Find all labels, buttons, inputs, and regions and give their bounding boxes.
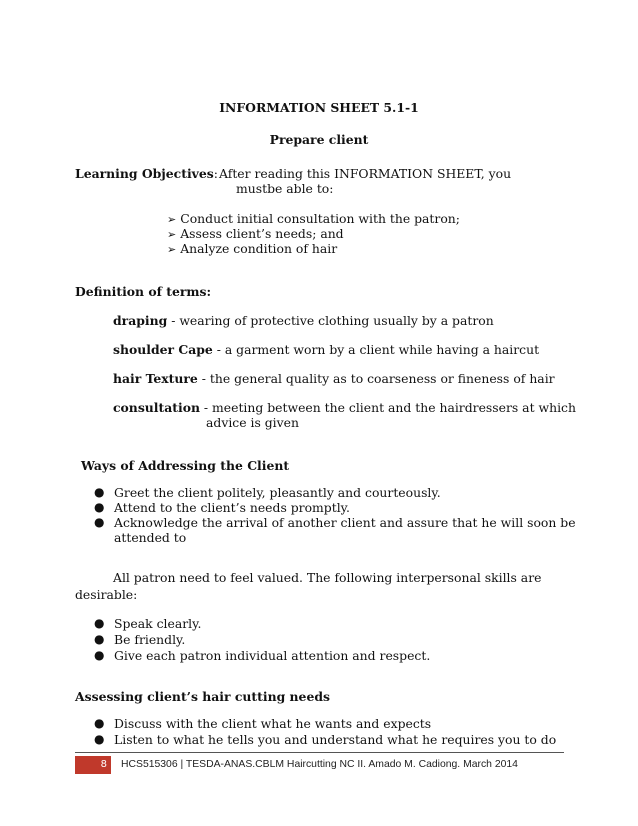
list-item: ● Give each patron individual attention and respect.: [94, 648, 431, 663]
bullet-icon: ●: [94, 616, 105, 630]
bullet-icon: ●: [94, 716, 105, 730]
definition-text: - meeting between the client and the hairdressers at which: [199, 400, 576, 415]
definition-term: hair Texture: [113, 371, 198, 386]
list-item: ● Speak clearly.: [94, 616, 202, 631]
arrow-bullet-icon: ➢: [167, 243, 177, 256]
list-item: ● Attend to the client’s needs promptly.: [94, 500, 350, 515]
list-item-continued: attended to: [114, 530, 187, 545]
footer-text: HCS515306 | TESDA-ANAS.CBLM Haircutting NC II. Amado M. Cadiong. March 2014: [121, 759, 518, 770]
document-title: INFORMATION SHEET 5.1-1: [219, 100, 419, 115]
bullet-icon: ●: [94, 500, 105, 514]
definition-text-continued: advice is given: [206, 415, 299, 430]
definition-text: - the general quality as to coarseness or fineness of hair: [197, 371, 555, 386]
page-number: 8: [75, 756, 111, 774]
arrow-bullet-icon: ➢: [167, 213, 177, 226]
objective-item: ➢ Conduct initial consultation with the patron;: [167, 211, 460, 226]
objective-item: ➢ Assess client’s needs; and: [167, 226, 344, 241]
definition-item: [113, 400, 576, 415]
definition-item: [113, 313, 494, 328]
definition-item: [113, 342, 539, 357]
definitions-heading: Definition of terms:: [75, 284, 212, 299]
objective-item: ➢ Analyze condition of hair: [167, 241, 338, 256]
paragraph-line: All patron need to feel valued. The following interpersonal skills are: [113, 570, 542, 585]
bullet-icon: ●: [94, 515, 105, 529]
paragraph-line: desirable:: [75, 587, 138, 602]
definition-term: consultation: [113, 400, 200, 415]
footer-divider: [75, 752, 564, 753]
objectives-intro-line1: After reading this INFORMATION SHEET, you: [219, 166, 512, 181]
definition-term: draping: [113, 313, 168, 328]
definition-item: [113, 371, 555, 386]
definition-term: shoulder Cape: [113, 342, 213, 357]
objectives-colon: :: [213, 166, 218, 181]
objectives-label: Learning Objectives: [75, 166, 214, 181]
objectives-label-row: [75, 166, 218, 181]
list-item: ● Acknowledge the arrival of another client and assure that he will soon be: [94, 515, 576, 530]
assessing-heading: Assessing client’s hair cutting needs: [75, 689, 330, 704]
bullet-icon: ●: [94, 632, 105, 646]
definition-text: - wearing of protective clothing usually by a patron: [167, 313, 494, 328]
bullet-icon: ●: [94, 485, 105, 499]
bullet-icon: ●: [94, 732, 105, 746]
definition-text: - a garment worn by a client while having a haircut: [212, 342, 540, 357]
list-item: ● Greet the client politely, pleasantly and courteously.: [94, 485, 441, 500]
list-item: ● Discuss with the client what he wants and expects: [94, 716, 432, 731]
objectives-intro-line2: mustbe able to:: [236, 181, 334, 196]
arrow-bullet-icon: ➢: [167, 228, 177, 241]
bullet-icon: ●: [94, 648, 105, 662]
document-subtitle: Prepare client: [269, 132, 369, 147]
list-item: ● Be friendly.: [94, 632, 186, 647]
addressing-heading: Ways of Addressing the Client: [81, 458, 290, 473]
list-item: ● Listen to what he tells you and understand what he requires you to do: [94, 732, 557, 747]
